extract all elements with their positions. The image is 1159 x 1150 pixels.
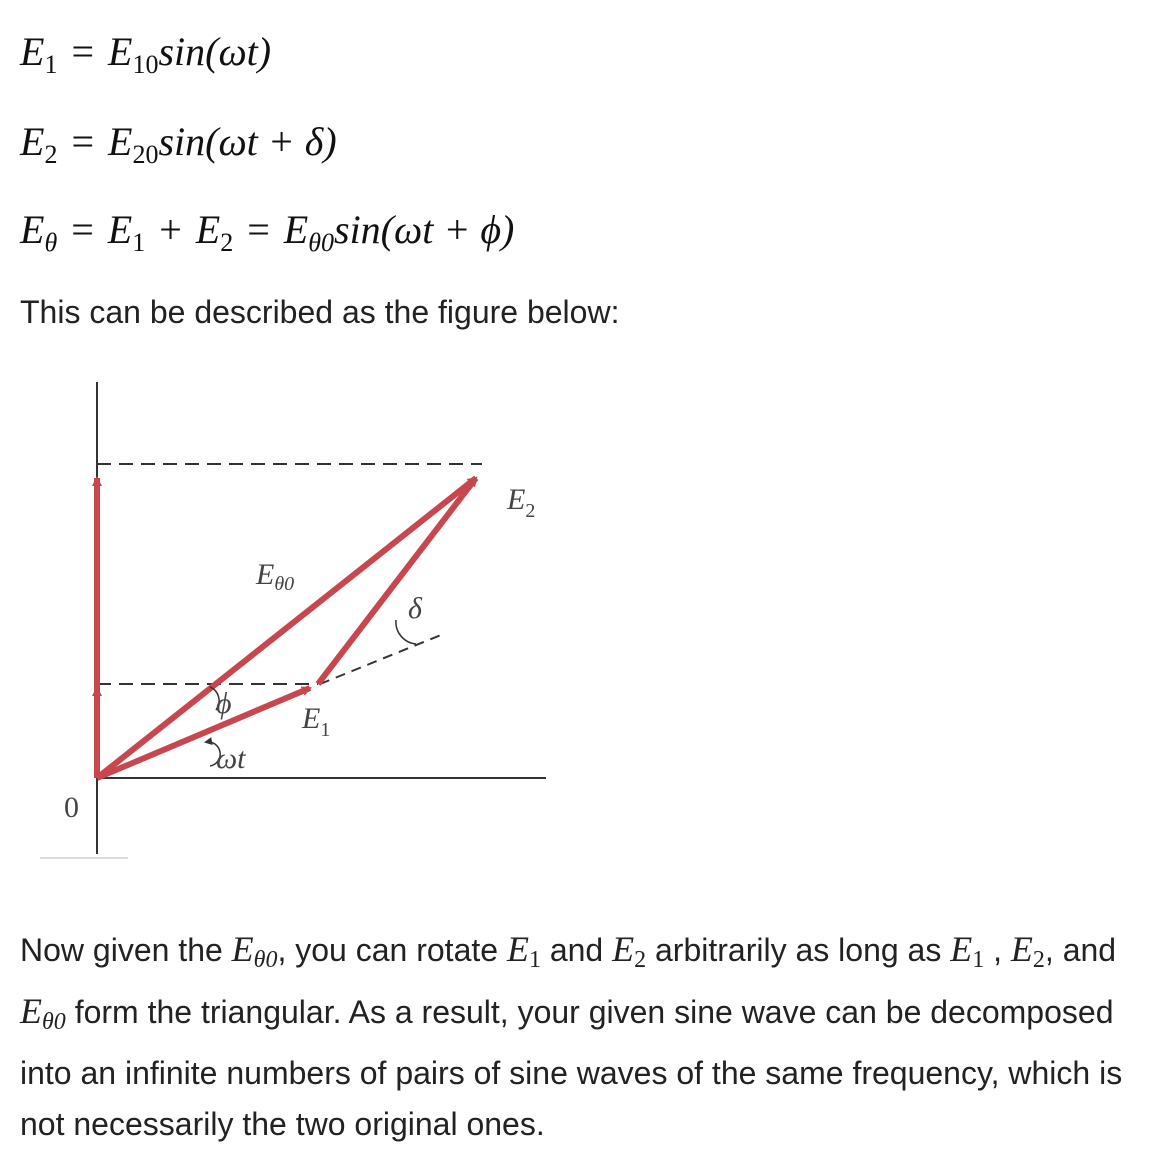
vector-e1 (97, 688, 310, 778)
label-omega-t: ωt (216, 742, 246, 775)
intro-text: This can be described as the figure below: (20, 294, 620, 330)
equation-e-theta: $E_\theta = E_1 + E_2 = E_{\theta 0}\sin(\omega t + \phi)$ (20, 207, 515, 257)
phasor-diagram (40, 370, 560, 870)
label-e0: $E_{\theta 0}$ (256, 558, 295, 595)
conclusion-paragraph: Now given the $E_{\theta 0}$, you can rotate $E_1$ and $E_2$ arbitrarily as long as $E_1$ , $E_2$, and $E_{\theta 0}$ form the triangular. As a result, your given sine wave can be decomposed into an infinite numbers of pairs of sine waves of the same frequency, which is not necessarily the two original ones. (20, 929, 1123, 1142)
label-delta: δ (408, 592, 422, 625)
label-phi: ϕ (216, 687, 232, 720)
label-e2: $E_2$ (507, 483, 536, 522)
label-e1: $E_1$ (302, 702, 331, 741)
equation-e2: $E_2 = E_{20}\sin(\omega t + \delta)$ (20, 119, 337, 169)
vector-e0 (97, 478, 476, 778)
equation-e1: $E_1 = E_{10}\sin(\omega t)$ (20, 29, 272, 79)
origin-label: 0 (64, 791, 79, 824)
